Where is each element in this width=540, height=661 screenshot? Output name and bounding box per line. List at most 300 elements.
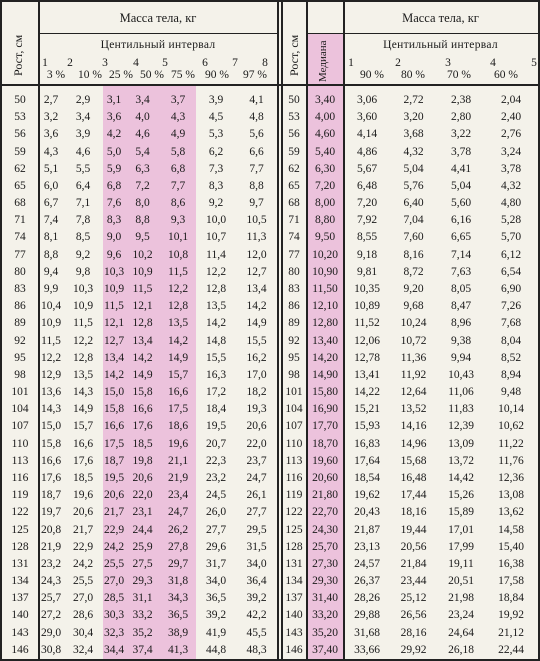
mass-value: 11,5 <box>132 283 153 295</box>
mass-value: 23,4 <box>167 489 189 501</box>
mass-value: 38,9 <box>167 627 189 639</box>
median-value: 17,70 <box>312 420 338 432</box>
mass-value: 15,0 <box>103 386 125 398</box>
mass-value: 17,2 <box>205 386 227 398</box>
mass-value: 26,0 <box>205 506 227 518</box>
mass-value: 11,22 <box>498 438 524 450</box>
mass-value: 34,0 <box>205 575 227 587</box>
mass-value: 16,6 <box>72 438 94 450</box>
mass-value: 12,2 <box>167 283 189 295</box>
mass-value: 10,3 <box>72 283 94 295</box>
column-number: 3 <box>445 57 451 69</box>
mass-value: 27,7 <box>246 506 267 518</box>
height-value: 104 <box>285 403 303 415</box>
mass-value: 28,5 <box>103 592 125 604</box>
mass-value: 23,44 <box>400 575 427 587</box>
mass-value: 6,48 <box>356 180 378 192</box>
median-value: 6,30 <box>314 163 336 175</box>
mass-value: 11,5 <box>104 300 124 312</box>
mass-value: 3,4 <box>75 111 91 123</box>
mass-value: 27,2 <box>40 609 62 621</box>
mass-value: 9,4 <box>43 266 59 278</box>
height-value: 134 <box>11 575 29 587</box>
height-value: 101 <box>285 386 303 398</box>
median-value: 19,60 <box>312 455 338 467</box>
height-value: 107 <box>11 420 29 432</box>
height-value: 68 <box>288 197 300 209</box>
mass-value: 7,04 <box>403 214 424 226</box>
mass-value: 27,7 <box>205 524 227 536</box>
mass-value: 17,6 <box>72 455 94 467</box>
mass-value: 11,5 <box>41 335 61 347</box>
mass-value: 16,6 <box>167 386 189 398</box>
mass-value: 14,2 <box>246 300 267 312</box>
mass-value: 11,5 <box>168 266 188 278</box>
mass-value: 14,3 <box>72 386 94 398</box>
mass-value: 36,5 <box>167 609 189 621</box>
mass-value: 2,7 <box>43 94 59 106</box>
mass-value: 17,0 <box>246 369 267 381</box>
height-value: 56 <box>14 128 26 140</box>
mass-value: 19,62 <box>354 489 380 501</box>
mass-value: 22,9 <box>103 524 125 536</box>
mass-value: 2,76 <box>500 128 522 140</box>
median-column-header: Медиана <box>317 40 329 82</box>
mass-value: 6,7 <box>43 197 59 209</box>
mass-value: 17,6 <box>132 420 153 432</box>
mass-value: 9,81 <box>356 266 378 278</box>
mass-value: 4,86 <box>356 146 378 158</box>
mass-value: 15,7 <box>72 420 94 432</box>
mass-value: 14,2 <box>132 352 153 364</box>
height-value: 59 <box>14 146 26 158</box>
mass-value: 7,20 <box>356 197 378 209</box>
mass-value: 29,92 <box>400 644 427 656</box>
mass-value: 5,67 <box>356 163 378 175</box>
left-table-title: Масса тела, кг <box>119 11 197 25</box>
mass-value: 4,1 <box>249 94 264 106</box>
mass-value: 42,2 <box>246 609 267 621</box>
mass-value: 19,5 <box>205 420 227 432</box>
mass-value: 10,5 <box>246 214 267 226</box>
height-value: 83 <box>14 283 26 295</box>
column-percent: 10 % <box>78 69 102 81</box>
height-value: 71 <box>14 214 26 226</box>
height-value: 113 <box>11 455 29 467</box>
mass-value: 14,22 <box>354 386 380 398</box>
mass-value: 18,84 <box>498 592 524 604</box>
mass-value: 4,8 <box>249 111 264 123</box>
mass-value: 19,44 <box>400 524 427 536</box>
height-value: 143 <box>11 627 29 639</box>
mass-value: 21,9 <box>167 472 189 484</box>
mass-value: 8,96 <box>450 317 472 329</box>
mass-value: 8,05 <box>450 283 472 295</box>
mass-value: 23,2 <box>40 558 62 570</box>
mass-value: 10,72 <box>400 335 427 347</box>
median-value: 16,90 <box>312 403 338 415</box>
height-value: 62 <box>14 163 26 175</box>
median-value: 12,80 <box>312 317 338 329</box>
height-value: 80 <box>14 266 26 278</box>
mass-value: 33,2 <box>132 609 153 621</box>
mass-value: 20,51 <box>448 575 474 587</box>
mass-value: 26,18 <box>448 644 474 656</box>
column-number: 5 <box>162 57 168 69</box>
mass-value: 21,9 <box>40 541 62 553</box>
mass-value: 4,6 <box>135 128 150 140</box>
mass-value: 15,8 <box>132 386 153 398</box>
mass-value: 31,1 <box>132 592 153 604</box>
height-value: 95 <box>288 352 300 364</box>
mass-value: 21,1 <box>167 455 189 467</box>
mass-value: 10,0 <box>205 214 227 226</box>
mass-value: 9,94 <box>450 352 472 364</box>
mass-value: 8,72 <box>403 266 424 278</box>
mass-value: 27,5 <box>132 558 153 570</box>
mass-value: 16,6 <box>103 420 125 432</box>
right-table-subtitle: Центильный интервал <box>383 39 498 51</box>
height-value: 143 <box>285 627 303 639</box>
mass-value: 24,7 <box>246 472 267 484</box>
mass-value: 8,5 <box>75 231 91 243</box>
mass-value: 8,8 <box>135 214 150 226</box>
mass-value: 8,47 <box>450 300 472 312</box>
mass-value: 10,9 <box>40 317 62 329</box>
mass-value: 9,18 <box>356 249 378 261</box>
mass-value: 6,8 <box>170 163 186 175</box>
height-value: 50 <box>288 94 300 106</box>
mass-value: 12,39 <box>448 420 474 432</box>
mass-value: 15,68 <box>400 455 427 467</box>
mass-value: 5,9 <box>106 163 122 175</box>
mass-value: 5,4 <box>135 146 150 158</box>
mass-value: 2,38 <box>450 94 472 106</box>
median-value: 4,00 <box>314 111 336 123</box>
median-value: 22,70 <box>312 506 338 518</box>
mass-value: 26,2 <box>167 524 189 536</box>
mass-value: 15,0 <box>40 420 62 432</box>
mass-value: 13,52 <box>400 403 427 415</box>
mass-value: 18,5 <box>132 438 153 450</box>
height-value: 119 <box>11 489 29 501</box>
mass-value: 6,65 <box>450 231 472 243</box>
height-value: 104 <box>11 403 29 415</box>
median-value: 29,30 <box>312 575 338 587</box>
mass-value: 36,4 <box>246 575 267 587</box>
mass-value: 24,2 <box>72 558 94 570</box>
mass-value: 12,0 <box>246 249 267 261</box>
mass-value: 23,1 <box>132 506 153 518</box>
mass-value: 8,16 <box>403 249 424 261</box>
mass-value: 7,8 <box>75 214 91 226</box>
mass-value: 3,6 <box>106 111 122 123</box>
mass-value: 9,5 <box>135 231 150 243</box>
mass-value: 21,12 <box>498 627 524 639</box>
mass-value: 21,87 <box>354 524 380 536</box>
mass-value: 5,76 <box>403 180 424 192</box>
mass-value: 15,26 <box>448 489 474 501</box>
mass-value: 22,0 <box>132 489 153 501</box>
mass-value: 29,5 <box>246 524 267 536</box>
height-value: 98 <box>288 369 300 381</box>
mass-value: 3,7 <box>170 94 186 106</box>
column-percent: 90 % <box>360 69 384 81</box>
mass-value: 4,32 <box>500 180 522 192</box>
mass-value: 11,5 <box>73 317 93 329</box>
mass-value: 12,36 <box>498 472 524 484</box>
mass-value: 12,9 <box>40 369 62 381</box>
mass-value: 22,0 <box>246 438 267 450</box>
column-percent: 80 % <box>401 69 425 81</box>
mass-value: 20,43 <box>354 506 380 518</box>
mass-value: 14,96 <box>400 438 427 450</box>
mass-value: 28,16 <box>400 627 427 639</box>
mass-value: 29,7 <box>167 558 189 570</box>
mass-value: 32,3 <box>103 627 125 639</box>
height-value: 140 <box>285 609 303 621</box>
mass-value: 29,0 <box>40 627 62 639</box>
mass-value: 4,2 <box>106 128 122 140</box>
mass-value: 19,5 <box>103 472 125 484</box>
mass-value: 16,6 <box>132 403 153 415</box>
mass-value: 8,04 <box>500 335 522 347</box>
height-value: 77 <box>14 249 26 261</box>
right-height-column-header: Рост, см <box>287 34 301 76</box>
mass-value: 10,7 <box>205 231 227 243</box>
median-value: 7,20 <box>314 180 336 192</box>
mass-value: 5,04 <box>450 180 472 192</box>
median-value: 10,20 <box>312 249 338 261</box>
mass-value: 3,22 <box>450 128 472 140</box>
mass-value: 9,7 <box>249 197 264 209</box>
mass-value: 26,56 <box>400 609 427 621</box>
mass-value: 5,60 <box>450 197 472 209</box>
mass-value: 11,4 <box>206 249 226 261</box>
mass-value: 31,68 <box>354 627 380 639</box>
mass-value: 35,2 <box>132 627 153 639</box>
column-number: 5 <box>531 57 537 69</box>
mass-value: 6,2 <box>208 146 224 158</box>
mass-value: 10,9 <box>103 283 125 295</box>
median-value: 14,20 <box>312 352 338 364</box>
mass-value: 14,2 <box>205 317 227 329</box>
mass-value: 8,8 <box>249 180 264 192</box>
mass-value: 8,6 <box>170 197 186 209</box>
mass-value: 5,0 <box>106 146 122 158</box>
mass-value: 14,9 <box>72 403 94 415</box>
mass-value: 21,98 <box>448 592 474 604</box>
height-value: 65 <box>14 180 26 192</box>
height-value: 74 <box>288 231 300 243</box>
column-number: 7 <box>232 57 238 69</box>
mass-value: 11,06 <box>448 386 474 398</box>
height-value: 53 <box>14 111 26 123</box>
mass-value: 20,56 <box>400 541 427 553</box>
height-value: 137 <box>285 592 303 604</box>
mass-value: 24,5 <box>205 489 227 501</box>
mass-value: 8,52 <box>500 352 522 364</box>
mass-value: 25,12 <box>400 592 427 604</box>
left-height-column-header: Рост, см <box>11 34 25 76</box>
mass-value: 10,24 <box>400 317 427 329</box>
height-value: 116 <box>11 472 29 484</box>
height-value: 134 <box>285 575 303 587</box>
mass-value: 5,28 <box>500 214 522 226</box>
mass-value: 30,8 <box>40 644 62 656</box>
mass-value: 10,9 <box>72 300 94 312</box>
mass-value: 18,7 <box>40 489 62 501</box>
mass-value: 34,3 <box>167 592 189 604</box>
mass-value: 7,26 <box>500 300 522 312</box>
column-percent: 25 % <box>109 69 133 81</box>
mass-value: 6,3 <box>135 163 150 175</box>
mass-value: 11,52 <box>354 317 380 329</box>
mass-value: 20,7 <box>205 438 227 450</box>
mass-value: 21,7 <box>103 506 125 518</box>
height-value: 56 <box>288 128 300 140</box>
height-value: 86 <box>288 300 300 312</box>
mass-value: 10,3 <box>103 266 125 278</box>
left-table-subtitle: Центильный интервал <box>100 39 216 51</box>
height-value: 146 <box>285 644 303 656</box>
mass-value: 7,60 <box>403 231 424 243</box>
mass-value: 6,16 <box>450 214 472 226</box>
mass-value: 10,4 <box>40 300 62 312</box>
mass-value: 10,89 <box>354 300 380 312</box>
median-value: 35,20 <box>312 627 338 639</box>
mass-value: 19,8 <box>132 455 153 467</box>
mass-value: 2,80 <box>450 111 472 123</box>
mass-value: 13,4 <box>246 283 267 295</box>
height-value: 113 <box>285 455 303 467</box>
right-table-title: Масса тела, кг <box>402 11 479 25</box>
height-value: 131 <box>11 558 29 570</box>
mass-value: 14,9 <box>132 369 153 381</box>
mass-value: 15,89 <box>448 506 474 518</box>
mass-value: 9,68 <box>403 300 424 312</box>
mass-value: 12,8 <box>132 317 153 329</box>
mass-value: 16,83 <box>354 438 380 450</box>
mass-value: 4,32 <box>403 146 424 158</box>
mass-value: 22,9 <box>72 541 94 553</box>
mass-value: 4,0 <box>135 111 150 123</box>
mass-value: 21,7 <box>72 524 94 536</box>
mass-value: 15,5 <box>246 335 267 347</box>
mass-value: 4,3 <box>170 111 186 123</box>
height-value: 101 <box>11 386 29 398</box>
mass-value: 3,60 <box>356 111 378 123</box>
mass-value: 24,2 <box>103 541 125 553</box>
mass-value: 7,63 <box>450 266 472 278</box>
mass-value: 5,3 <box>208 128 224 140</box>
mass-value: 41,3 <box>167 644 189 656</box>
mass-value: 31,8 <box>167 575 189 587</box>
mass-value: 4,41 <box>450 163 472 175</box>
mass-value: 4,5 <box>208 111 224 123</box>
mass-value: 3,2 <box>43 111 59 123</box>
mass-value: 3,20 <box>403 111 424 123</box>
mass-value: 20,6 <box>132 472 153 484</box>
mass-value: 15,93 <box>354 420 380 432</box>
mass-value: 15,7 <box>167 369 189 381</box>
mass-value: 5,04 <box>403 163 424 175</box>
height-value: 77 <box>288 249 300 261</box>
mass-value: 24,57 <box>354 558 380 570</box>
mass-value: 14,2 <box>167 335 189 347</box>
mass-value: 9,0 <box>106 231 122 243</box>
mass-value: 41,9 <box>205 627 227 639</box>
mass-value: 9,6 <box>106 249 122 261</box>
mass-value: 48,3 <box>246 644 267 656</box>
mass-value: 10,2 <box>132 249 153 261</box>
height-value: 116 <box>285 472 303 484</box>
mass-value: 17,58 <box>498 575 524 587</box>
mass-value: 13,41 <box>354 369 380 381</box>
mass-value: 13,6 <box>40 386 62 398</box>
mass-value: 31,7 <box>205 558 227 570</box>
mass-value: 27,8 <box>167 541 189 553</box>
mass-value: 25,9 <box>132 541 153 553</box>
mass-value: 12,2 <box>72 335 94 347</box>
mass-value: 9,2 <box>208 197 224 209</box>
mass-value: 7,3 <box>208 163 224 175</box>
height-value: 98 <box>14 369 26 381</box>
mass-value: 11,3 <box>246 231 267 243</box>
mass-value: 5,6 <box>249 128 264 140</box>
column-percent: 70 % <box>447 69 471 81</box>
mass-value: 23,2 <box>205 472 227 484</box>
mass-value: 24,4 <box>132 524 153 536</box>
mass-value: 17,5 <box>103 438 125 450</box>
mass-value: 9,3 <box>170 214 186 226</box>
height-value: 125 <box>11 524 29 536</box>
mass-value: 4,6 <box>75 146 91 158</box>
height-value: 131 <box>285 558 303 570</box>
mass-value: 29,88 <box>354 609 380 621</box>
mass-value: 13,4 <box>103 352 125 364</box>
mass-value: 10,35 <box>354 283 380 295</box>
mass-value: 19,6 <box>72 489 94 501</box>
mass-value: 18,16 <box>400 506 427 518</box>
mass-value: 20,6 <box>103 489 125 501</box>
median-value: 8,80 <box>314 214 336 226</box>
column-percent: 50 % <box>140 69 164 81</box>
height-value: 137 <box>11 592 29 604</box>
mass-value: 6,12 <box>500 249 522 261</box>
median-value: 24,30 <box>312 524 338 536</box>
mass-value: 7,2 <box>135 180 150 192</box>
mass-value: 17,99 <box>448 541 474 553</box>
mass-value: 27,0 <box>72 592 94 604</box>
mass-value: 13,72 <box>448 455 474 467</box>
mass-value: 7,6 <box>106 197 122 209</box>
mass-value: 6,8 <box>106 180 122 192</box>
mass-value: 14,9 <box>167 352 189 364</box>
height-value: 59 <box>288 146 300 158</box>
mass-value: 19,11 <box>448 558 474 570</box>
height-value: 86 <box>14 300 26 312</box>
mass-value: 11,83 <box>448 403 474 415</box>
mass-value: 9,20 <box>403 283 424 295</box>
mass-value: 2,9 <box>75 94 91 106</box>
mass-value: 3,4 <box>135 94 150 106</box>
mass-value: 28,26 <box>354 592 380 604</box>
height-value: 122 <box>285 506 303 518</box>
mass-value: 6,40 <box>403 197 424 209</box>
mass-value: 2,40 <box>500 111 522 123</box>
mass-value: 39,2 <box>246 592 267 604</box>
